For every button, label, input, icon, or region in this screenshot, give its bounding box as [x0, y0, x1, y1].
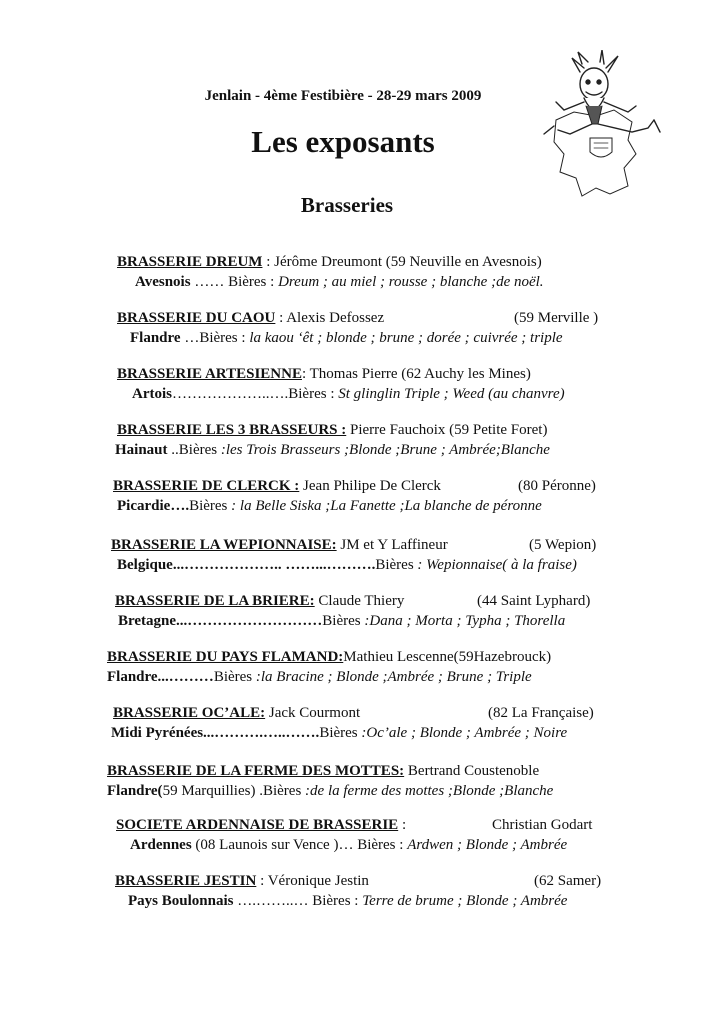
beers-label: …… Bières :: [190, 274, 279, 290]
page-title: Les exposants: [251, 124, 435, 159]
contact-info: :: [398, 817, 407, 833]
brewery-name: BRASSERIE LES 3 BRASSEURS :: [117, 422, 347, 438]
beers-label: ………………..….Bières :: [172, 386, 339, 402]
beers-list: : la Belle Siska ;La Fanette ;La blanche de péronne: [231, 498, 542, 514]
contact-info: Claude Thiery: [314, 593, 405, 609]
beers-label: Bières: [322, 613, 365, 629]
event-heading: Jenlain - 4ème Festibière - 28-29 mars 2009: [204, 88, 482, 104]
contact-info: Bertrand Coustenoble: [404, 763, 540, 779]
beers-list: : Wepionnaise( à la fraise): [417, 557, 577, 573]
contact-info: : Véronique Jestin: [256, 873, 369, 889]
beers-label: ..Bières: [167, 442, 221, 458]
region-name: Flandre...………: [107, 669, 214, 685]
beers-list: St glinglin Triple ; Weed (au chanvre): [338, 386, 565, 402]
brewery-name: BRASSERIE JESTIN: [115, 873, 257, 889]
contact-info: Mathieu Lescenne(59Hazebrouck): [343, 649, 552, 665]
beers-label: ….……..… Bières :: [233, 893, 363, 909]
region-name: Belgique...……………….. ……...……….: [117, 557, 376, 573]
beers-list: Terre de brume ; Blonde ; Ambrée: [362, 893, 568, 909]
beers-list: Dreum ; au miel ; rousse ; blanche ;de noël.: [278, 274, 544, 290]
brewery-name: BRASSERIE ARTESIENNE: [117, 366, 302, 382]
contact-info: : Alexis Defossez: [275, 310, 385, 326]
brewery-name: BRASSERIE DU PAYS FLAMAND:: [107, 649, 344, 665]
location-info: (5 Wepion): [529, 537, 597, 553]
exhibitor-entry: [113, 476, 633, 516]
contact-info: Pierre Fauchoix (59 Petite Foret): [346, 422, 548, 438]
location-info: (80 Péronne): [518, 478, 596, 494]
region-name: Bretagne...………………………: [118, 613, 323, 629]
region-name: Artois: [132, 386, 172, 402]
location-info: (59 Merville ): [514, 310, 599, 326]
exhibitor-entry: [116, 815, 636, 855]
contact-info: : Jérôme Dreumont (59 Neuville en Avesnois): [262, 254, 542, 270]
beers-label: Bières: [213, 669, 256, 685]
brewery-name: BRASSERIE DU CAOU: [117, 310, 276, 326]
brewery-name: BRASSERIE LA WEPIONNAISE:: [111, 537, 337, 553]
beers-list: :Dana ; Morta ; Typha ; Thorella: [364, 613, 566, 629]
beers-list: :les Trois Brasseurs ;Blonde ;Brune ; Ambrée;Blanche: [220, 442, 550, 458]
beers-list: la kaou ‘êt ; blonde ; brune ; dorée ; cuivrée ; triple: [249, 330, 563, 346]
brewery-name: BRASSERIE OC’ALE:: [113, 705, 266, 721]
brewery-name: BRASSERIE DE LA FERME DES MOTTES:: [107, 763, 405, 779]
beers-list: Ardwen ; Blonde ; Ambrée: [407, 837, 568, 853]
contact-info: : Thomas Pierre (62 Auchy les Mines): [301, 366, 531, 382]
mascot-logo: [536, 50, 664, 200]
exhibitor-entry: [107, 761, 627, 801]
beers-list: :Oc’ale ; Blonde ; Ambrée ; Noire: [361, 725, 568, 741]
location-info: (82 La Française): [488, 705, 594, 721]
beers-list: :de la ferme des mottes ;Blonde ;Blanche: [305, 783, 554, 799]
beers-label: 59 Marquillies) .Bières: [162, 783, 306, 799]
exhibitor-entry: [117, 364, 637, 404]
brewery-name: SOCIETE ARDENNAISE DE BRASSERIE: [116, 817, 399, 833]
contact-info: JM et Y Laffineur: [336, 537, 448, 553]
region-name: Picardie….: [117, 498, 190, 514]
region-name: Hainaut: [115, 442, 168, 458]
exhibitor-entry: [115, 591, 635, 631]
exhibitor-entry: [117, 420, 637, 460]
section-heading: Brasseries: [300, 193, 394, 217]
exhibitor-entry: [117, 308, 637, 348]
region-name: Midi Pyrénées...……….…..…….: [111, 725, 320, 741]
region-name: Pays Boulonnais: [128, 893, 234, 909]
location-info: (62 Samer): [534, 873, 602, 889]
region-name: Flandre: [130, 330, 181, 346]
exhibitor-entry: [115, 871, 635, 911]
location-info: (44 Saint Lyphard): [477, 593, 591, 609]
exhibitor-entry: [117, 252, 637, 292]
contact-info: Jean Philipe De Clerck: [299, 478, 441, 494]
brewery-name: BRASSERIE DE CLERCK :: [113, 478, 300, 494]
region-name: Ardennes: [130, 837, 192, 853]
beers-list: :la Bracine ; Blonde ;Ambrée ; Brune ; Triple: [255, 669, 532, 685]
exhibitor-entry: [107, 647, 627, 687]
beers-label: …Bières :: [180, 330, 250, 346]
brewery-name: BRASSERIE DE LA BRIERE:: [115, 593, 315, 609]
brewery-name: BRASSERIE DREUM: [117, 254, 263, 270]
contact-info: Jack Courmont: [265, 705, 361, 721]
beers-label: Bières: [375, 557, 418, 573]
exhibitor-entry: [111, 535, 631, 575]
exhibitor-entry: [113, 703, 633, 743]
region-name: Avesnois: [135, 274, 191, 290]
beers-label: Bières: [189, 498, 232, 514]
beers-label: Bières: [319, 725, 362, 741]
region-name: Flandre(: [107, 783, 163, 799]
location-info: Christian Godart: [492, 817, 593, 833]
beers-label: (08 Launois sur Vence )… Bières :: [191, 837, 408, 853]
